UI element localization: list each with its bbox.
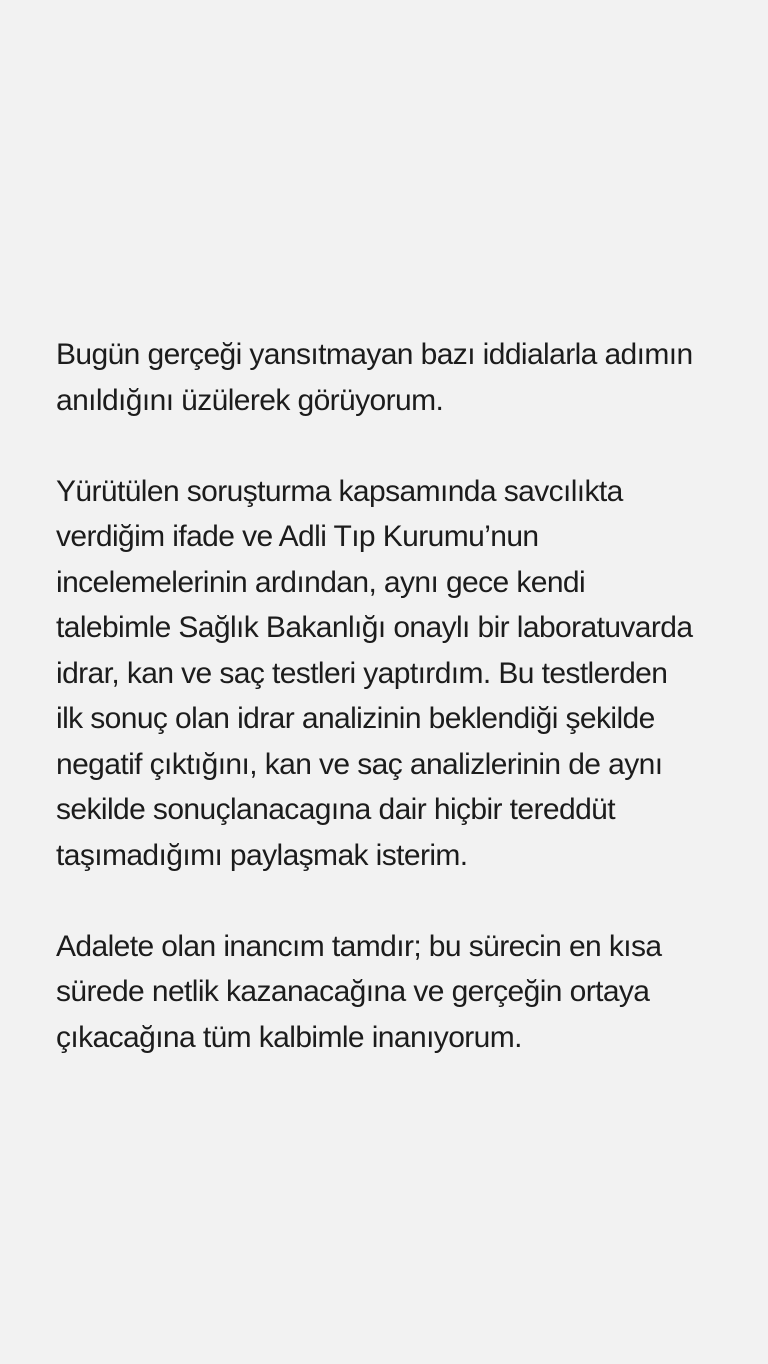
paragraph-1 xyxy=(56,332,736,423)
text-line: sekilde sonuçlanacagına dair hiçbir tereddüt xyxy=(56,793,615,826)
text-line: anıldığını üzülerek görüyorum. xyxy=(56,383,444,417)
text-line: talebimle Sağlık Bakanlığı onaylı bir laboratuvarda xyxy=(56,611,693,644)
text-line: Bugün gerçeği yansıtmayan bazı iddialarla adımın xyxy=(56,338,693,371)
paragraph-2 xyxy=(56,469,736,879)
text-line: Adalete olan inancım tamdır; bu sürecin en kısa xyxy=(56,929,662,963)
text-line: sürede netlik kazanacağına ve gerçeğin ortaya xyxy=(56,975,650,1008)
text-line: çıkacağına tüm kalbimle inanıyorum. xyxy=(56,1020,522,1054)
paragraph-3 xyxy=(56,924,736,1061)
text-line: Yürütülen soruşturma kapsamında savcılıkta xyxy=(56,474,623,508)
text-line: ilk sonuç olan idrar analizinin beklendiği şekilde xyxy=(56,702,655,735)
statement-text xyxy=(56,332,736,1060)
text-line: verdiğim ifade ve Adli Tıp Kurumu’nun xyxy=(56,520,539,553)
text-line: taşımadığımı paylaşmak isterim. xyxy=(56,838,468,872)
text-line: idrar, kan ve saç testleri yaptırdım. Bu testlerden xyxy=(56,656,668,690)
text-line: incelemelerinin ardından, aynı gece kendi xyxy=(56,565,586,599)
text-line: negatif çıktığını, kan ve saç analizlerinin de aynı xyxy=(56,747,663,781)
